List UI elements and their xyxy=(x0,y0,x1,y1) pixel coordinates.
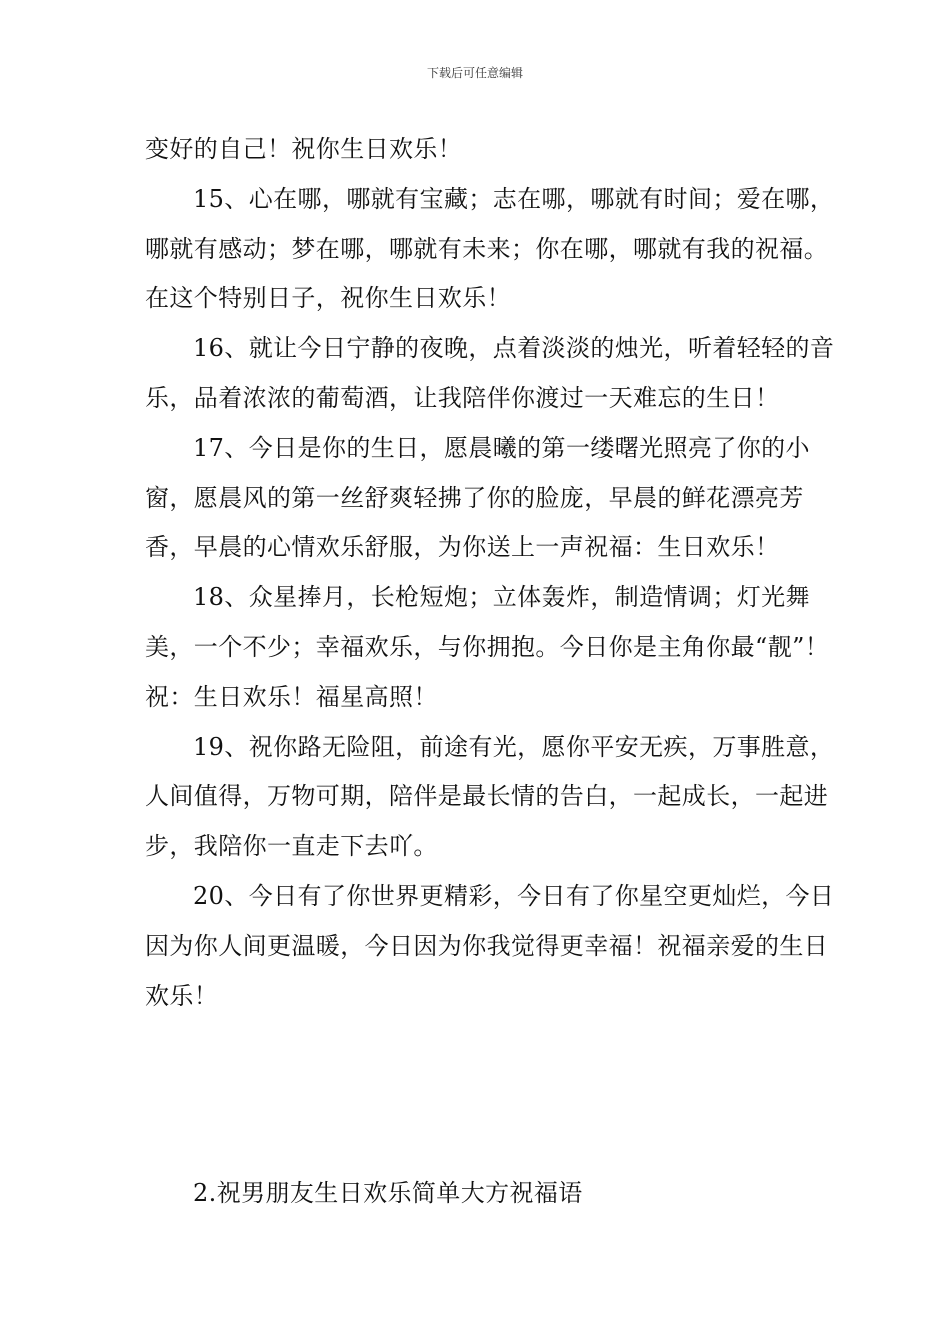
document-body xyxy=(145,125,835,1021)
paragraph-19: 19、祝你路无险阻，前途有光，愿你平安无疾，万事胜意，人间值得，万物可期，陪伴是最长情的告白，一起成长，一起进步，我陪你一直走下去吖。 xyxy=(145,732,835,861)
page-header-note: 下载后可任意编辑 xyxy=(426,66,523,80)
paragraph-15: 15、心在哪，哪就有宝藏；志在哪，哪就有时间；爱在哪，哪就有感动；梦在哪，哪就有未来；你在哪，哪就有我的祝福。在这个特别日子，祝你生日欢乐！ xyxy=(145,184,835,313)
paragraph-16: 16、就让今日宁静的夜晚，点着淡淡的烛光，听着轻轻的音乐，品着浓浓的葡萄酒，让我陪伴你渡过一天难忘的生日！ xyxy=(145,334,835,412)
paragraph-17: 17、今日是你的生日，愿晨曦的第一缕曙光照亮了你的小窗，愿晨风的第一丝舒爽轻拂了你的脸庞，早晨的鲜花漂亮芳香，早晨的心情欢乐舒服，为你送上一声祝福：生日欢乐！ xyxy=(145,433,810,562)
paragraph-continuation: 变好的自己！祝你生日欢乐！ xyxy=(145,135,463,163)
section-heading: 2.祝男朋友生日欢乐简单大方祝福语 xyxy=(193,1179,583,1207)
paragraph-20: 20、今日有了你世界更精彩，今日有了你星空更灿烂，今日因为你人间更温暖，今日因为你我觉得更幸福！祝福亲爱的生日欢乐！ xyxy=(145,881,835,1010)
paragraph-18: 18、众星捧月，长枪短炮；立体轰炸，制造情调；灯光舞美，一个不少；幸福欢乐，与你拥抱。今日你是主角你最“靓”！祝：生日欢乐！福星高照！ xyxy=(145,583,830,711)
